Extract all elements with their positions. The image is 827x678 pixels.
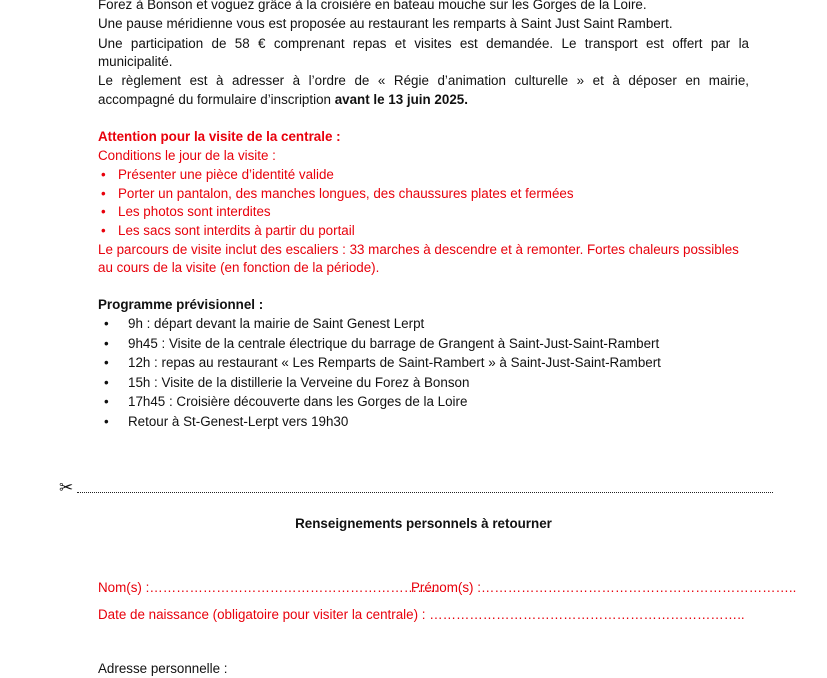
attention-note-line-a: Le parcours de visite inclut des escaliers : 33 marches à descendre et à remonter. Fortes chaleurs possibles	[98, 242, 739, 257]
cut-line	[59, 480, 773, 498]
bullet-icon: •	[104, 355, 109, 370]
prenom-field[interactable]: Prénom(s) :……………………………………………………………..	[411, 580, 797, 595]
programme-text: 9h45 : Visite de la centrale électrique du barrage de Grangent à Saint-Just-Saint-Rambert	[128, 336, 660, 351]
dotted-separator	[77, 492, 773, 493]
intro-line-1: Forez à Bonson et voguez grâce à la croisière en bateau mouche sur les Gorges de la Loire.	[98, 0, 647, 12]
attention-note-line-b: au cours de la visite (en fonction de la période).	[98, 260, 380, 275]
birthdate-field[interactable]: Date de naissance (obligatoire pour visiter la centrale) : ……………………………………………………………..	[98, 607, 745, 622]
bullet-icon: •	[104, 394, 109, 409]
bullet-icon: •	[101, 167, 106, 182]
address-label: Adresse personnelle :	[98, 661, 228, 676]
programme-text: 17h45 : Croisière découverte dans les Gorges de la Loire	[128, 394, 468, 409]
bullet-icon: •	[101, 204, 106, 219]
attention-title: Attention pour la visite de la centrale :	[98, 129, 341, 144]
programme-text: 12h : repas au restaurant « Les Remparts de Saint-Rambert » à Saint-Just-Saint-Rambert	[128, 355, 661, 370]
form-title: Renseignements personnels à retourner	[295, 516, 552, 531]
condition-text: Les photos sont interdites	[118, 204, 271, 219]
intro-line-4b	[98, 91, 468, 109]
conditions-label: Conditions le jour de la visite :	[98, 148, 276, 163]
bullet-icon: •	[101, 223, 106, 238]
bullet-icon: •	[104, 375, 109, 390]
condition-text: Porter un pantalon, des manches longues, des chaussures plates et fermées	[118, 186, 574, 201]
condition-text: Les sacs sont interdits à partir du portail	[118, 223, 355, 238]
deadline-text: avant le 13 juin 2025.	[334, 92, 468, 107]
scissors-icon: ✂	[59, 478, 74, 497]
bullet-icon: •	[104, 316, 109, 331]
bullet-icon: •	[104, 336, 109, 351]
programme-title: Programme prévisionnel :	[98, 297, 264, 312]
condition-text: Présenter une pièce d’identité valide	[118, 167, 334, 182]
intro-line-4b-text: accompagné du formulaire d’inscription	[98, 92, 335, 107]
programme-text: Retour à St-Genest-Lerpt vers 19h30	[128, 414, 349, 429]
intro-line-3b: municipalité.	[98, 54, 173, 69]
intro-line-3a: Une participation de 58 € comprenant repas et visites est demandée. Le transport est offert par la	[98, 36, 749, 51]
nom-field[interactable]: Nom(s) :………………………………………………………..	[98, 580, 438, 595]
intro-line-4a: Le règlement est à adresser à l’ordre de « Régie d’animation culturelle » et à déposer en mairie,	[98, 73, 749, 88]
bullet-icon: •	[101, 186, 106, 201]
programme-text: 15h : Visite de la distillerie la Verveine du Forez à Bonson	[128, 375, 470, 390]
intro-line-2: Une pause méridienne vous est proposée au restaurant les remparts à Saint Just Saint Rambert.	[98, 16, 673, 31]
bullet-icon: •	[104, 414, 109, 429]
programme-text: 9h : départ devant la mairie de Saint Genest Lerpt	[128, 316, 425, 331]
